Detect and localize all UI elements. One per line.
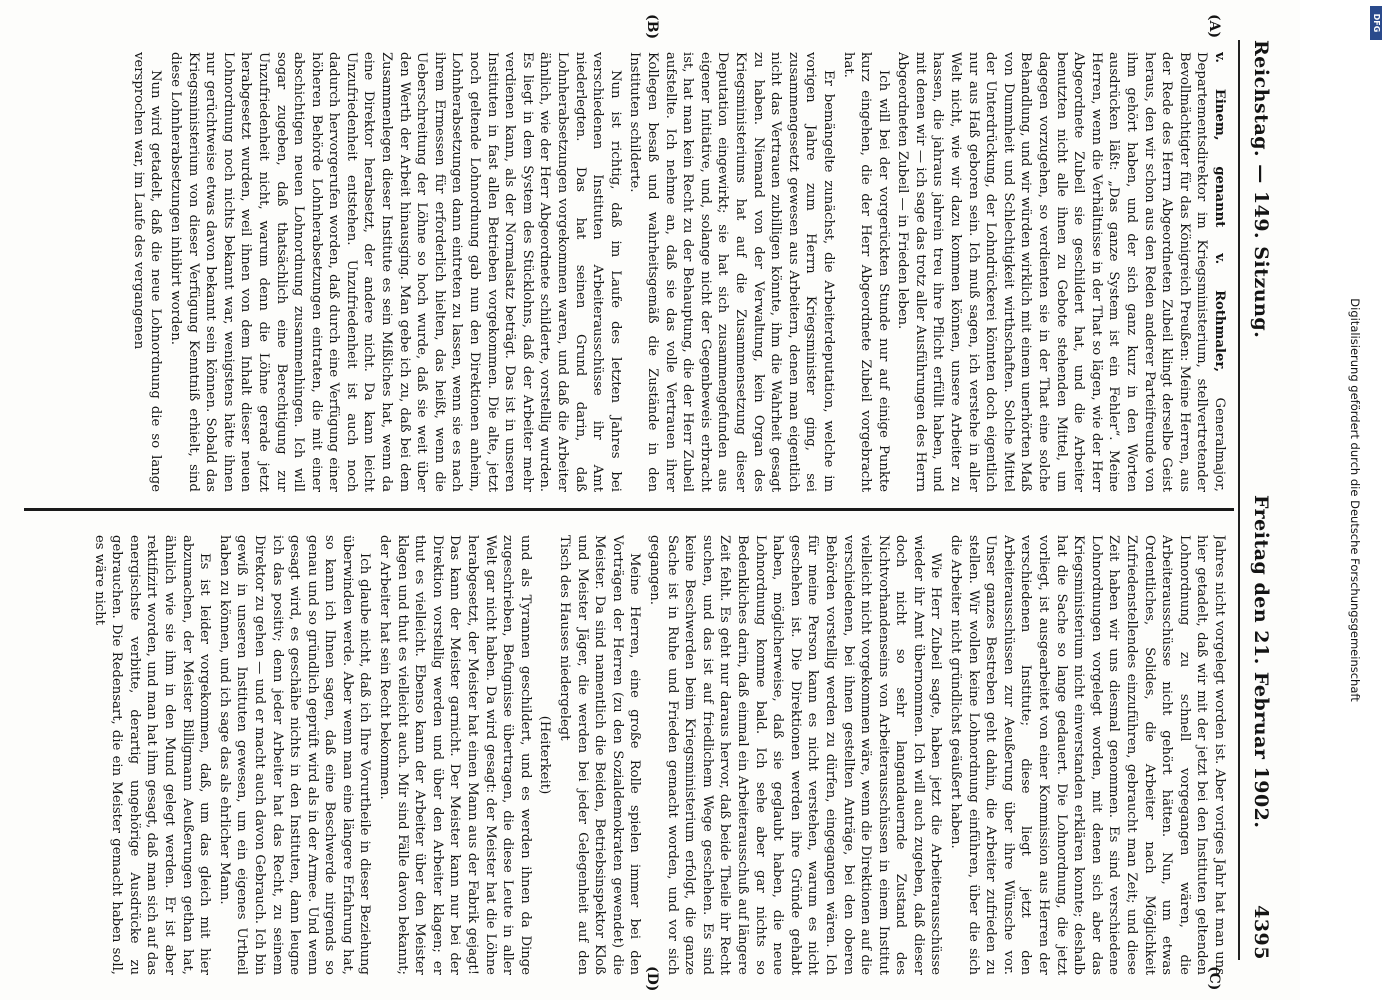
left-text-column	[28, 52, 1228, 492]
speech-paragraph: Es ist leider vorgekommen, daß, um das gleich mit hier abzumachen, der Meister Billigmann Aeußerungen gethan hat, ähnlich wie sie ihm in den Mund gelegt werden. Er ist aber rektifizirt worden, und man hat ihm gesagt, daß man sich auf das energischste verbitte, derartig ungehörige Ausdrücke zu gebrauchen. Die Redensart, die ein Meister gemacht haben soll, es wäre nicht	[91, 535, 213, 975]
speaker-name: v. Einem, genannt v. Rothmaler,	[1212, 52, 1227, 373]
stage-direction: (Heiterkeit)	[537, 715, 553, 795]
header-session-title: Reichstag. — 149. Sitzung.	[1250, 40, 1272, 339]
margin-marker-a: (A)	[1206, 14, 1222, 39]
speech-paragraph: v. Einem, genannt v. Rothmaler, Generalmajor, Departementsdirektor im Kriegsministerium, stellvertretender Bevollmächtigter für das Königreich Preußen: Meine Herren, aus der Rede des Herrn Abgeordneten Zubeil klingt derselbe Geist heraus, den wir schon aus den Reden anderer Parteifreunde von ihm gehört haben, und der sich ganz kurz in den Worten ausdrücken läßt: „Das ganze System ist ein Fehler“. Meine Herren, wenn die Verhältnisse in der That so lägen, wie der Herr Abgeordnete Zubeil sie geschildert hat, und die Arbeiter benutzten nicht alle ihnen zu Gebote stehenden Mittel, um dagegen vorzugehen, so verdienten sie in der That eine solche Behandlung, und wir würden wirklich mit einem unerhörten Maß von Dummheit und Schlechtigkeit wirthschaften. Solche Mittel der Unterdrückung, der Lohndrückerei könnten doch eigentlich nur aus Haß geboren sein. Ich muß sagen, ich verstehe in aller Welt nicht, wie wir dazu kommen können, unsere Arbeiter zu hassen, die jahraus jahrein treu ihre Pflicht erfüllt haben, und mit denen wir — ich sage das trotz aller Ausführungen des Herrn Abgeordneten Zubeil — in Frieden leben.	[895, 52, 1227, 492]
header-rule	[1238, 40, 1240, 960]
speech-paragraph: Ich will bei der vorgerückten Stunde nur auf einige Punkte kurz eingehen, die der Herr Abgeordnete Zubeil vorgebracht hat.	[840, 52, 891, 492]
speech-paragraph: Nun ist richtig, daß im Laufe des letzten Jahres bei verschiedenen Instituten Arbeiterausschüsse ihr Amt niederlegten. Das hat seinen Grund darin, daß Lohnherabsetzungen vorgekommen waren, und daß die Arbeiter ähnlich, wie der Herr Abgeordnete schilderte, vorstellig wurden. Es liegt in dem System des Stücklohns, daß der Arbeiter mehr verdienen kann, als der Normalsatz beträgt. Das ist in unseren Instituten in fast allen Betrieben vorgekommen. Die alte, jetzt noch geltende Lohnordnung gab nun den Direktionen anheim, Lohnherabsetzungen dann eintreten zu lassen, wenn sie es nach ihrem Ermessen für erforderlich hielten, das heißt, wenn die Ueberschreitung der Löhne so hoch wurde, daß sie weit über den Werth der Arbeit hinausging. Man gebe ich zu, daß bei dem Zusammenlegen dieser Institute es sein Mißliches hat, wenn da eine Direktor herabsetzt, der andere nicht. Da kann leicht Unzufriedenheit entstehen. Unzufriedenheit ist auch noch dadurch hervorgerufen worden, daß durch eine Verfügung einer höheren Behörde Lohnherabsetzungen eintraten, die mit einer abschichtigen neuen Lohnordnung zusammenhingen. Ich will sogar zugeben, daß thatsächlich eine Berechtigung zur Unzufriedenheit nicht, warum denn die Löhne gerade jetzt herabgesetzt wurden, weil ihnen von dem Inhalt dieser neuen Lohnordnung noch nichts bekannt war, wenigstens hätte ihnen nur gerüchtweise etwas davon bekannt sein können. Sobald das Kriegsministerium von dieser Verfügung Kenntniß erhielt, sind diese Lohnherabsetzungen inhibirt worden.	[167, 52, 623, 492]
speech-paragraph: Nun wird getadelt, daß die neue Lohnordnung die so lange versprochen war, im Laufe des vergangenen	[130, 52, 164, 492]
margin-marker-d: (D)	[644, 966, 660, 992]
column-divider	[24, 508, 1234, 511]
dfg-logo-text: DFG	[1372, 13, 1381, 33]
speech-paragraph: Meine Herren, eine große Rolle spielen immer bei den Vorträgen der Herren (zu den Sozialdemokraten gewendet) die Meister. Da sind namentlich die Beiden, Betriebsinspektor Kloß und Meister Jäger, die werden bei jeder Gelegenheit auf den Tisch des Hauses niedergelegt	[557, 535, 643, 975]
credit-text: Digitalisierung gefördert durch die Deutsche Forschungsgemeinschaft	[1348, 298, 1362, 702]
page-header	[1240, 40, 1280, 960]
digitization-credit	[1345, 0, 1365, 1000]
speech-paragraph: Jahres nicht vorgelegt worden ist. Aber voriges Jahr hat man uns hier getadelt, daß wir mit der jetzt bei den Instituten geltenden Lohnordnung zu schnell vorgegangen wären, die Arbeiterausschüsse nicht gehört hätten. Nun, um etwas Ordentliches, Solides, die Arbeiter nach Möglichkeit Zufriedenstellendes einzuführen, gebraucht man Zeit; und diese Zeit haben wir uns diesmal genommen. Es sind verschiedene Lohnordnungen vorgelegt worden, mit denen sich aber das Kriegsministerium nicht einverstanden erklären konnte; deshalb hat die Sache so lange gedauert. Die Lohnordnung, die jetzt vorliegt, ist ausgearbeitet von einer Kommission aus Herren der verschiedenen Institute; diese liegt jetzt den Arbeiterausschüssen zur Aeußerung über ihre Wünsche vor. Unser ganzes Bestreben geht dahin, die Arbeiter zufrieden zu stellen. Wir wollen keine Lohnordnung einführen, über die sich die Arbeiter nicht gründlichst geäußert haben.	[948, 535, 1227, 975]
dfg-logo	[1370, 6, 1382, 40]
right-text-column	[28, 535, 1228, 975]
speech-paragraph: Er bemängelte zunächst, die Arbeiterdeputation, welche im vorigen Jahre zum Herrn Kriegsminister ging, sei zusammengesetzt gewesen aus Arbeitern, denen man eigentlich nicht das Vertrauen zubilligen könnte, ihm die Wahrheit gesagt zu haben. Niemand von der Verwaltung, kein Organ des Kriegsministeriums hat auf die Zusammensetzung dieser Deputation eingewirkt; sie hat sich zusammengefunden aus eigener Initiative, und, solange nicht der Gegenbeweis erbracht ist, hat man kein Recht zu der Behauptung, die der Herr Zubeil aufstellte. Ich nehme an, daß sie das volle Vertrauen ihrer Kollegen besaß und wahrheitsgemäß die Zustände in den Instituten schilderte.	[627, 52, 836, 492]
speech-paragraph: Ich glaube nicht, daß ich Ihre Vorurtheile in dieser Beziehung überwinden werde. Aber wenn man eine längere Erfahrung hat, so kann ich Ihnen sagen, daß eine Beschwerde nirgends so genau und so gründlich geprüft wird als in der Armee. Und wenn gesagt wird, es geschähe nichts in den Instituten, dann leugne ich das positiv; denn jeder Arbeiter hat das Recht, zu seinem Direktor zu gehen — und er macht auch davon Gebrauch. Ich bin gewiß in unseren Instituten gewesen, um ein eigenes Urtheil haben zu können, und ich sage das als ehrlicher Mann.	[216, 535, 373, 975]
margin-marker-b: (B)	[644, 14, 660, 40]
speech-paragraph: und als Tyrannen geschildert, und es werden ihnen da Dinge zugeschrieben, Befugnisse übertragen, die diese Leute in aller Welt gar nicht haben. Da wird gesagt: der Meister hat die Löhne herabgesetzt, der Meister hat einen Mann aus der Fabrik gejagt! Das kann der Meister garnicht. Der Meister kann nur bei der Direktion vorstellig werden und über den Arbeiter klagen; er thut es vielleicht. Ebenso kann der Arbeiter über den Meister klagen und thut es vielleicht auch. Mir sind Fälle davon bekannt; der Arbeiter hat sein Recht bekommen.	[377, 535, 533, 975]
margin-marker-c: (C)	[1206, 966, 1222, 991]
page-number: 4395	[1250, 905, 1272, 960]
speech-paragraph: Wie Herr Zubeil sagte, haben jetzt die Arbeiterausschüsse wieder ihr Amt übernommen. Ich will auch zugeben, daß dieser doch nicht so sehr langandauernde Zustand des Nichtvorhandenseins von Arbeiterausschüssen in einem Institut vielleicht nicht vorgekommen wäre, wenn die Direktionen auf die verschiedenen, bei ihnen gestellten Anträge, bei den oberen Behörden vorstellig werden zu dürfen, eingegangen wären. Ich für meine Person kann es nicht verstehen, warum es nicht geschehen ist. Die Direktionen werden ihre Gründe gehabt haben, möglicherweise, daß sie geglaubt haben, die neue Lohnordnung komme bald. Ich sehe aber gar nichts so Bedenkliches darin, daß einmal ein Arbeiterausschuß auf längere Zeit fehlt. Es geht nur daraus hervor, daß beide Theile ihr Recht suchen, und das ist auf friedlichem Wege geschehen. Es sind keine Beschwerden beim Kriegsministerium erfolgt, die ganze Sache ist in Ruhe und Frieden gemacht worden, und vor sich gegangen.	[647, 535, 944, 975]
header-date: Freitag den 21. Februar 1902.	[1250, 495, 1272, 829]
